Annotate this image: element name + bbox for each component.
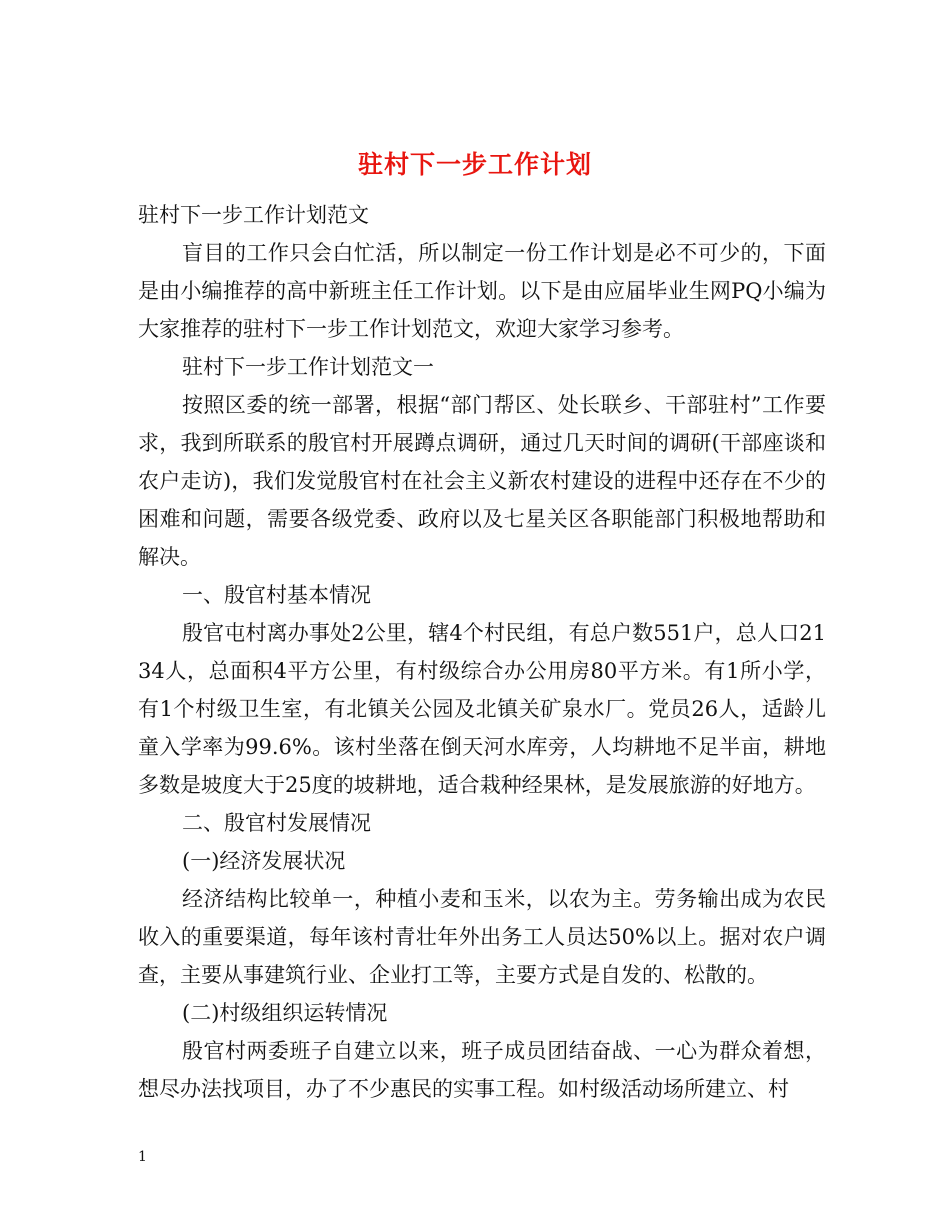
page-number: 1	[138, 1149, 147, 1165]
heading-development-situation: 二、殷官村发展情况	[182, 811, 371, 835]
heading-economic-status: (一)经济发展状况	[182, 849, 346, 873]
paragraph-basic-situation: 殷官屯村离办事处2公里，辖4个村民组，有总户数551户，总人口2134人，总面积4平方公里，有村级综合办公用房80平方米。有1所小学，有1个村级卫生室，有北镇关公园及北镇关矿泉水厂。党员26人，适龄儿童入学率为99.6%。该村坐落在倒天河水库旁，人均耕地不足半亩，耕地多数是坡度大于25度的坡耕地，适合栽种经果林，是发展旅游的好地方。	[138, 621, 826, 797]
paragraph-section-heading: 驻村下一步工作计划范文一	[182, 355, 434, 379]
document-body	[138, 196, 826, 1108]
paragraph-subtitle: 驻村下一步工作计划范文	[138, 203, 369, 227]
heading-basic-situation: 一、殷官村基本情况	[182, 583, 371, 607]
paragraph-intro: 盲目的工作只会白忙活，所以制定一份工作计划是必不可少的，下面是由小编推荐的高中新班主任工作计划。以下是由应届毕业生网PQ小编为大家推荐的驻村下一步工作计划范文，欢迎大家学习参考。	[138, 241, 826, 341]
paragraph-deployment: 按照区委的统一部署，根据“部门帮区、处长联乡、干部驻村”工作要求，我到所联系的殷官村开展蹲点调研，通过几天时间的调研(干部座谈和农户走访)，我们发觉殷官村在社会主义新农村建设的进程中还存在不少的困难和问题，需要各级党委、政府以及七星关区各职能部门积极地帮助和解决。	[138, 393, 826, 569]
paragraph-economic-status: 经济结构比较单一，种植小麦和玉米，以农为主。劳务输出成为农民收入的重要渠道，每年该村青壮年外出务工人员达50%以上。据对农户调查，主要从事建筑行业、企业打工等，主要方式是自发的、松散的。	[138, 887, 826, 987]
heading-organization-operation: (二)村级组织运转情况	[182, 1001, 388, 1025]
document-title: 驻村下一步工作计划	[357, 149, 592, 179]
paragraph-organization-operation: 殷官村两委班子自建立以来，班子成员团结奋战、一心为群众着想，想尽办法找项目，办了不少惠民的实事工程。如村级活动场所建立、村	[138, 1039, 826, 1101]
